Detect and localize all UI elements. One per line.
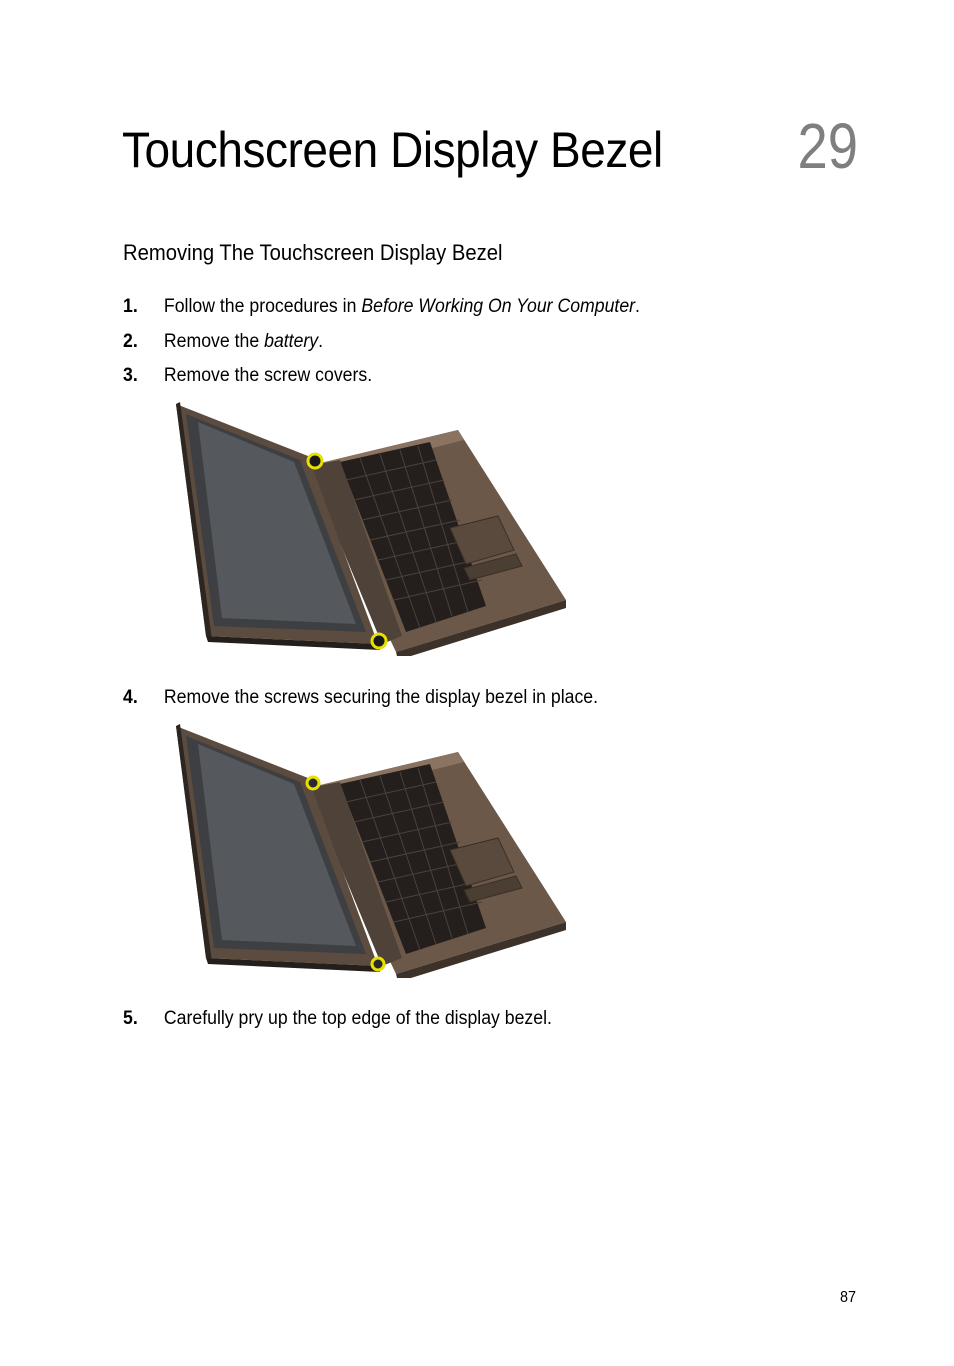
step-text-end: . xyxy=(318,331,324,352)
step-link-before-working[interactable]: Before Working On Your Computer xyxy=(361,296,636,317)
step-number: 1. xyxy=(123,296,138,317)
step-4 xyxy=(123,685,598,711)
step-text: Remove the xyxy=(163,331,265,352)
step-text: Follow the procedures in xyxy=(163,296,362,317)
laptop-figure-screws xyxy=(168,722,572,978)
step-link-battery[interactable]: battery xyxy=(264,331,319,352)
step-text: Remove the screws securing the display bezel in place. xyxy=(163,687,599,708)
page-number: 87 xyxy=(839,1289,856,1306)
laptop-figure-screw-covers xyxy=(168,400,572,656)
step-1 xyxy=(123,294,640,320)
step-text-end: . xyxy=(635,296,640,317)
step-number: 4. xyxy=(123,687,138,708)
step-2 xyxy=(123,329,323,355)
step-number: 3. xyxy=(123,365,138,386)
step-number: 5. xyxy=(123,1008,138,1029)
section-title: Removing The Touchscreen Display Bezel xyxy=(123,240,503,265)
step-number: 2. xyxy=(123,331,138,352)
step-5 xyxy=(123,1006,552,1032)
step-3 xyxy=(123,363,372,389)
step-text: Carefully pry up the top edge of the display bezel. xyxy=(163,1008,552,1029)
chapter-title: Touchscreen Display Bezel xyxy=(122,122,663,178)
step-text: Remove the screw covers. xyxy=(163,365,373,386)
chapter-number: 29 xyxy=(797,110,858,182)
